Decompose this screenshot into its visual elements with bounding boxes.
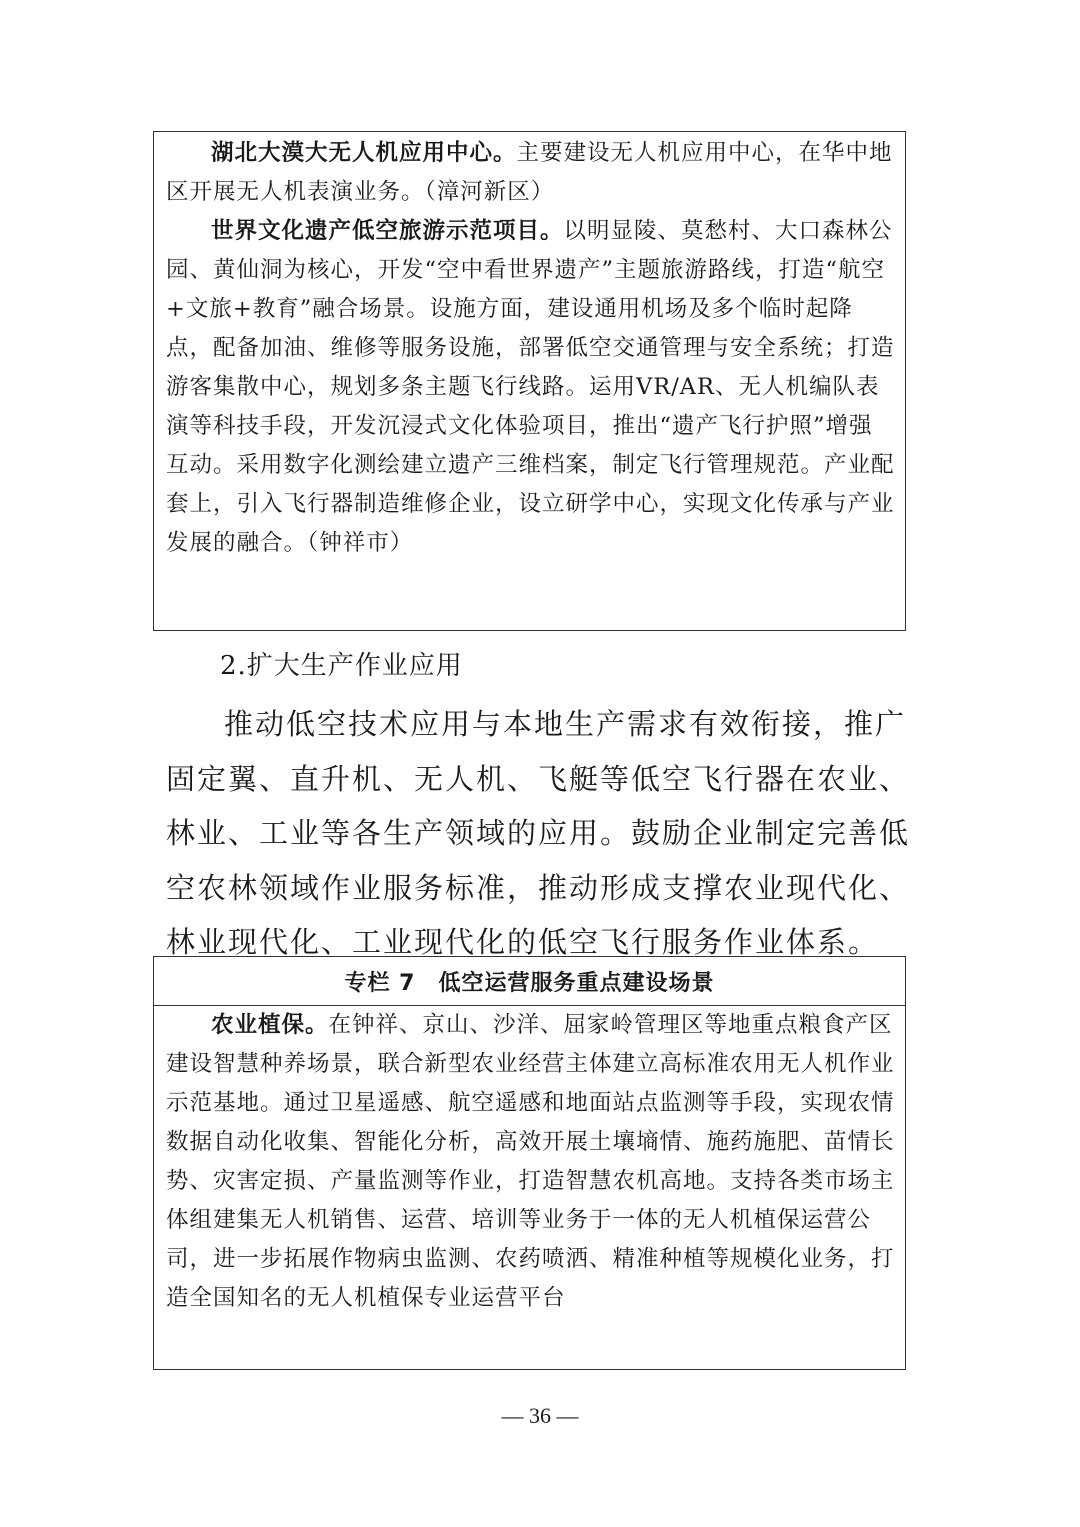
- scenario-title: 农业植保。: [211, 1012, 329, 1038]
- feature-box-projects: [153, 131, 906, 631]
- project-description: 主要建设无人机应用中心，在华中地区开展无人机表演业务。（漳河新区）: [166, 140, 893, 205]
- column-body: [154, 1006, 905, 1318]
- section-heading: 2.扩大生产作业应用: [220, 651, 463, 681]
- feature-box-column7: [153, 956, 906, 1370]
- project-paragraph-damoda: [166, 134, 895, 212]
- section-body-paragraph: 推动低空技术应用与本地生产需求有效衔接，推广固定翼、直升机、无人机、飞艇等低空飞行器在农业、林业、工业等各生产领域的应用。鼓励企业制定完善低空农林领域作业服务标准，推动形成支撑农业现代化、林业现代化、工业现代化的低空飞行服务作业体系。: [166, 707, 911, 960]
- project-title: 湖北大漠大无人机应用中心。: [211, 140, 517, 166]
- project-title: 世界文化遗产低空旅游示范项目。: [211, 218, 564, 244]
- scenario-description: 在钟祥、京山、沙洋、屈家岭管理区等地重点粮食产区建设智慧种养场景，联合新型农业经营主体建立高标准农用无人机作业示范基地。通过卫星遥感、航空遥感和地面站点监测等手段，实现农情数据自动化收集、智能化分析，高效开展土壤墒情、施药施肥、苗情长势、灾害定损、产量监测等作业，打造智慧农机高地。支持各类市场主体组建集无人机销售、运营、培训等业务于一体的无人机植保运营公司，进一步拓展作物病虫监测、农药喷洒、精准种植等规模化业务，打造全国知名的无人机植保专业运营平台: [166, 1012, 895, 1311]
- project-paragraph-heritage: [166, 212, 895, 563]
- scenario-paragraph-agriculture: [166, 1006, 895, 1318]
- column-title: 专栏 7 低空运营服务重点建设场景: [154, 957, 905, 1006]
- page-number: — 36 —: [501, 1403, 579, 1428]
- project-description: 以明显陵、莫愁村、大口森林公园、黄仙洞为核心，开发“空中看世界遗产”主题旅游路线，打造“航空+文旅+教育”融合场景。设施方面，建设通用机场及多个临时起降点，配备加油、维修等服务设施，部署低空交通管理与安全系统；打造游客集散中心，规划多条主题飞行线路。运用VR/AR、无人机编队表演等科技手段，开发沉浸式文化体验项目，推出“遗产飞行护照”增强互动。采用数字化测绘建立遗产三维档案，制定飞行管理规范。产业配套上，引入飞行器制造维修企业，设立研学中心，实现文化传承与产业发展的融合。（钟祥市）: [166, 218, 895, 556]
